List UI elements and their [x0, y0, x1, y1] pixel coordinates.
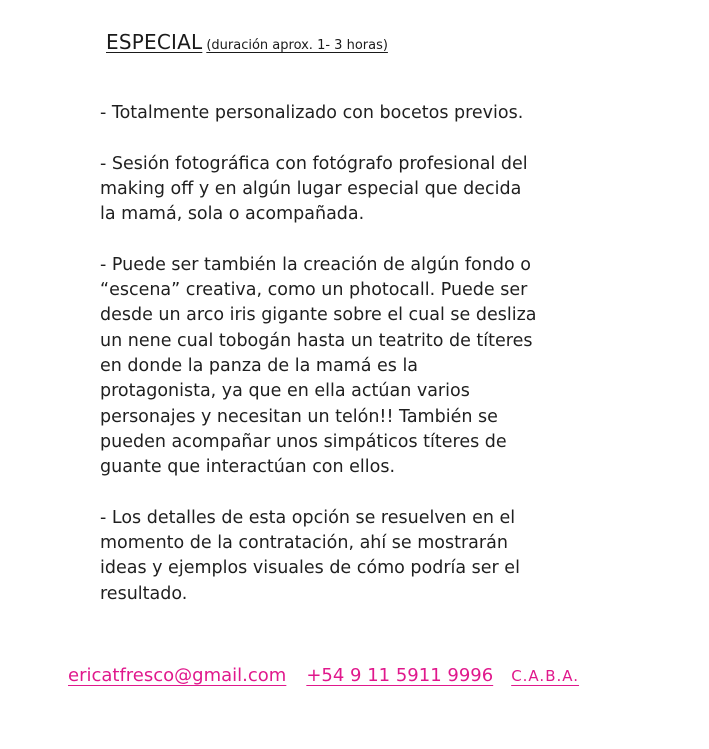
description-body [100, 101, 630, 632]
paragraph-creative-scene: - Puede ser también la creación de algún fondo o “escena” creativa, como un photocall. Puede ser desde un arco iris gigante sobre el cual se desliza un nene cual tobogán hasta un teatrito de títeres en donde la panza de la mamá es la protagonista, ya que en ella actúan varios personajes y necesitan un telón!! También se pueden acompañar unos simpáticos títeres de guante que interactúan con ellos. [100, 254, 537, 478]
heading-title: ESPECIAL [106, 30, 203, 54]
contact-phone: +54 9 11 5911 9996 [306, 665, 494, 686]
paragraph-photo-session: - Sesión fotográfica con fotógrafo profesional del making off y en algún lugar especial que decida la mamá, sola o acompañada. [100, 153, 528, 225]
section-heading [106, 30, 388, 54]
heading-duration: (duración aprox. 1- 3 horas) [206, 38, 388, 53]
contact-email-link[interactable]: ericatfresco@gmail.com [68, 665, 287, 686]
paragraph-personalized: - Totalmente personalizado con bocetos previos. [100, 103, 524, 123]
contact-city: C.A.B.A. [511, 667, 580, 685]
paragraph-details: - Los detalles de esta opción se resuelven en el momento de la contratación, ahí se mostrarán ideas y ejemplos visuales de cómo podría ser el resultado. [100, 507, 520, 604]
contact-line [68, 665, 579, 686]
